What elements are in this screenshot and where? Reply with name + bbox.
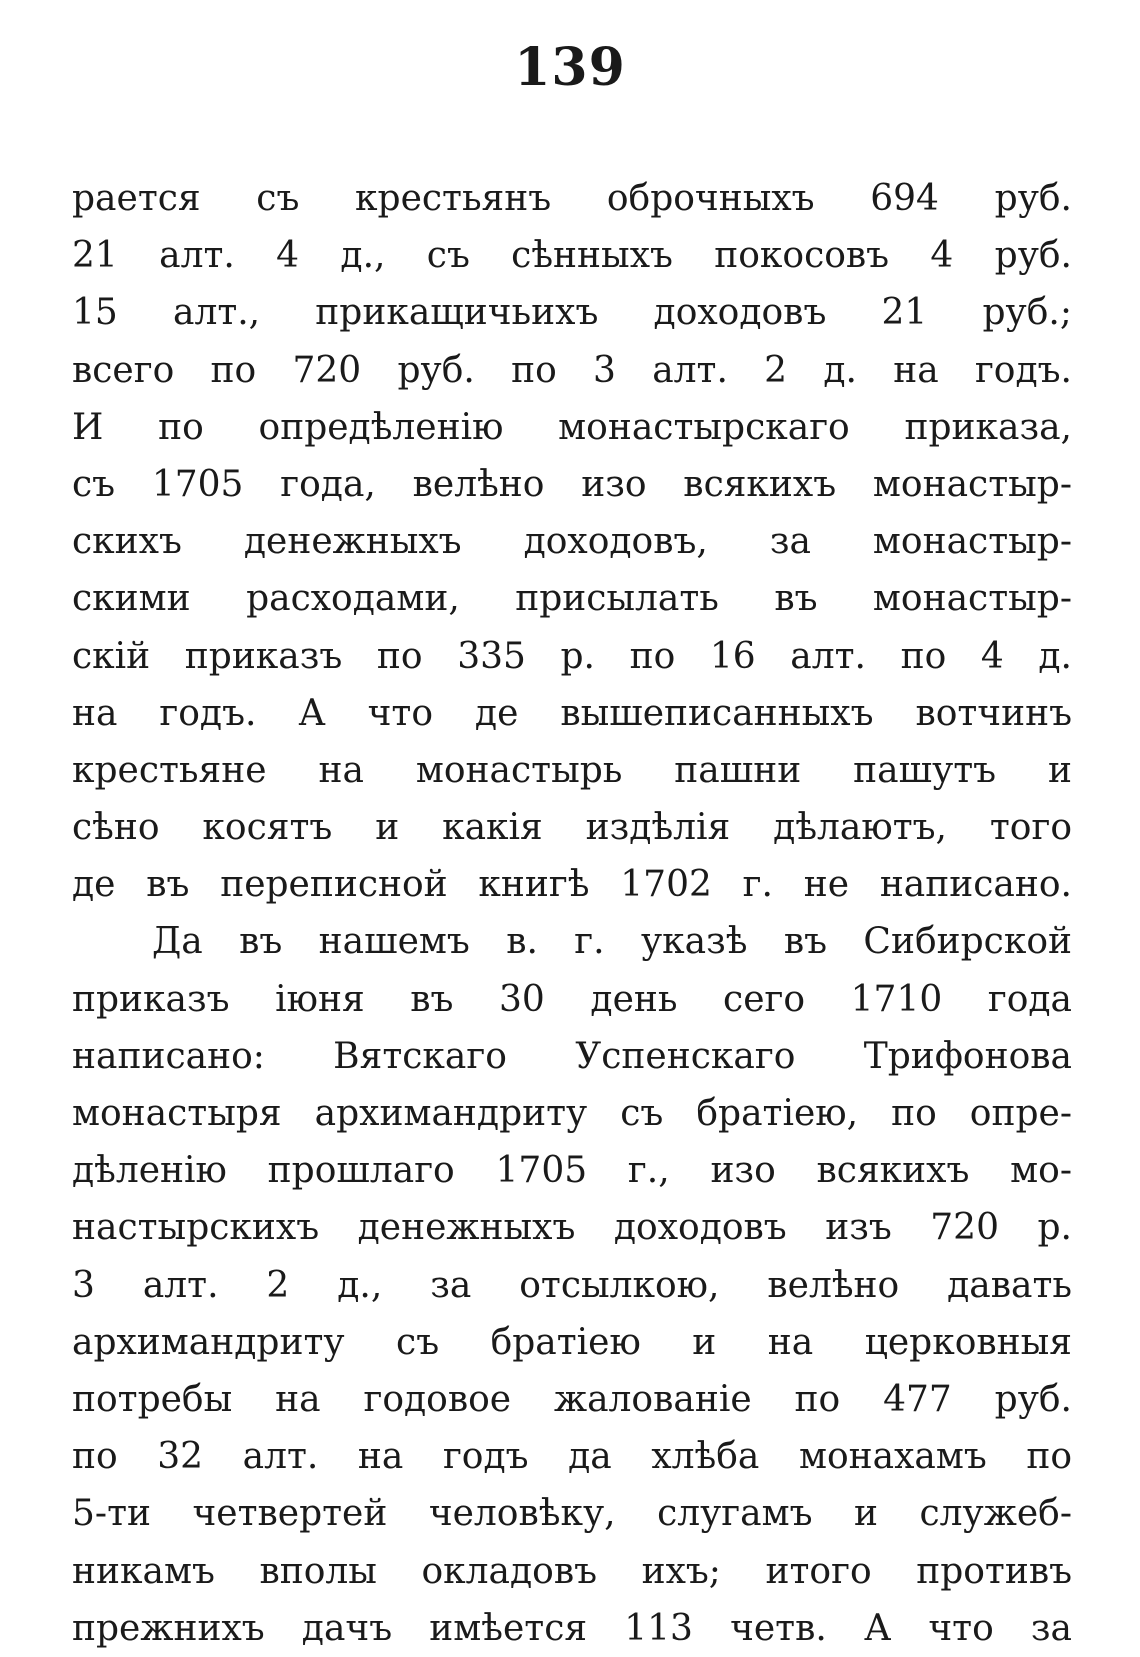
text-line: рается съ крестьянъ оброчныхъ 694 руб. — [72, 178, 1072, 219]
text-line: 15 алт., прикащичьихъ доходовъ 21 руб.; — [72, 292, 1072, 334]
text-line: настырскихъ денежныхъ доходовъ изъ 720 р. — [72, 1207, 1072, 1249]
text-line: крестьяне на монастырь пашни пашутъ и — [72, 749, 1072, 791]
text-line: сѣно косятъ и какія издѣлія дѣлаютъ, того — [72, 807, 1072, 849]
text-line: скими расходами, присылать въ монастыр- — [72, 578, 1072, 620]
text-line: всего по 720 руб. по 3 алт. 2 д. на годъ. — [72, 349, 1072, 391]
text-line: дѣленію прошлаго 1705 г., изо всякихъ мо- — [72, 1150, 1072, 1192]
text-line: монастыря архимандриту съ братіею, по опре- — [72, 1093, 1072, 1134]
text-line: 5-ти четвертей человѣку, слугамъ и служеб- — [72, 1493, 1072, 1535]
text-line: 3 алт. 2 д., за отсылкою, велѣно давать — [72, 1264, 1072, 1306]
page-number: 139 — [514, 37, 626, 98]
text-line: по 32 алт. на годъ да хлѣба монахамъ по — [72, 1436, 1072, 1478]
text-line: скихъ денежныхъ доходовъ, за монастыр- — [72, 521, 1072, 563]
body-text — [72, 170, 1072, 1657]
text-line: съ 1705 года, велѣно изо всякихъ монастыр- — [72, 463, 1072, 505]
text-line: прежнихъ дачъ имѣется 113 четв. А что за — [72, 1607, 1072, 1649]
text-line: де въ переписной книгѣ 1702 г. не написано. — [72, 864, 1072, 906]
text-line: потребы на годовое жалованіе по 477 руб. — [72, 1378, 1072, 1420]
text-line: на годъ. А что де вышеписанныхъ вотчинъ — [72, 692, 1072, 734]
text-line: никамъ вполы окладовъ ихъ; итого противъ — [72, 1550, 1072, 1592]
text-line: 21 алт. 4 д., съ сѣнныхъ покосовъ 4 руб. — [72, 235, 1072, 277]
text-line: написано: Вятскаго Успенскаго Трифонова — [72, 1035, 1072, 1077]
paragraph-start-line: Да въ нашемъ в. г. указѣ въ Сибирской — [152, 921, 1072, 963]
text-line: приказъ іюня въ 30 день сего 1710 года — [72, 978, 1072, 1020]
text-line: И по опредѣленію монастырскаго приказа, — [72, 406, 1072, 448]
text-line: скій приказъ по 335 р. по 16 алт. по 4 д. — [72, 635, 1072, 677]
text-line: архимандриту съ братіею и на церковныя — [72, 1321, 1072, 1363]
